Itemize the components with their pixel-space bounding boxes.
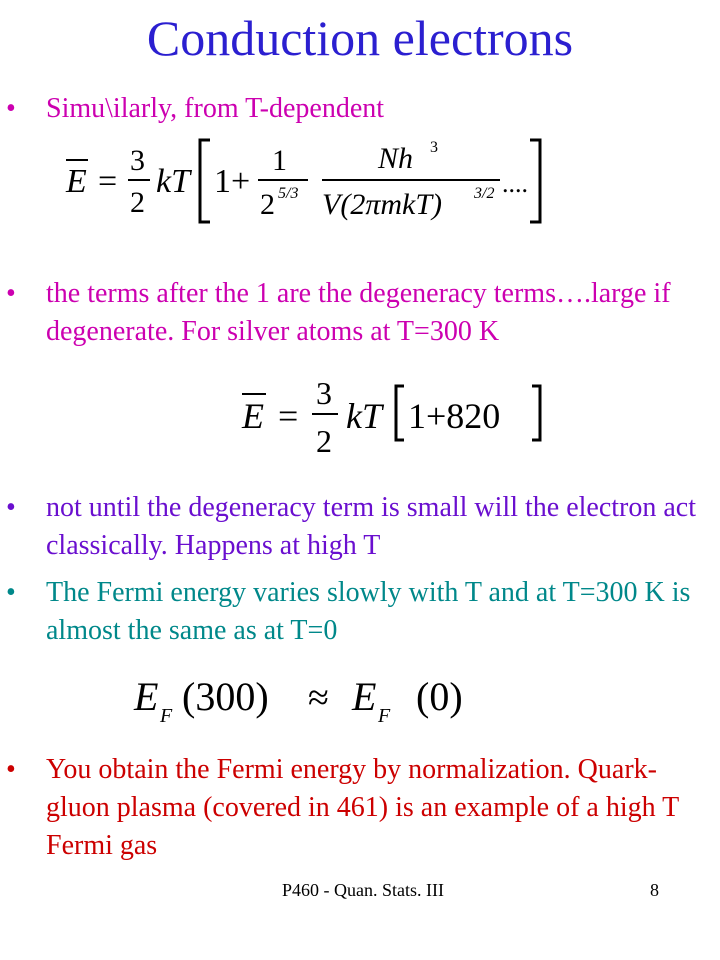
bullet-3-text: not until the degeneracy term is small will the electron act classically. Happens at high T xyxy=(46,492,697,561)
eq3-lhs1: E xyxy=(134,674,159,719)
eq1-main-den: V(2πmkT) xyxy=(322,188,442,221)
bullet-marker: • xyxy=(6,278,16,309)
eq1-equals: = xyxy=(98,163,118,200)
bullet-marker: • xyxy=(6,577,16,608)
eq1-coef-den: 2 xyxy=(260,188,275,221)
bullet-5 xyxy=(6,751,696,865)
slide-title: Conduction electrons xyxy=(146,10,574,66)
bullet-3 xyxy=(6,489,696,565)
bullet-2-text: the terms after the 1 are the degeneracy terms….large if degenerate. For silver atoms at T=300 K xyxy=(46,278,671,347)
bullet-1 xyxy=(6,90,696,128)
page-number: 8 xyxy=(650,880,659,900)
footer-label: P460 - Quan. Stats. III xyxy=(282,880,444,900)
eq2-inside: 1+820 xyxy=(408,396,501,436)
equation-fermi-approx xyxy=(130,662,500,739)
bullet-marker: • xyxy=(6,93,16,124)
bullet-1-text: Simu\ilarly, from T-dependent xyxy=(46,93,385,124)
bullet-4-text: The Fermi energy varies slowly with T and at T=300 K is almost the same as at T=0 xyxy=(46,577,691,646)
eq1-main-num: Nh xyxy=(378,142,414,175)
eq2-lhs: E xyxy=(242,396,264,436)
eq1-main-den-exp: 3/2 xyxy=(474,185,495,202)
eq3-approx: ≈ xyxy=(308,677,329,719)
eq1-frac-den: 2 xyxy=(130,186,145,219)
eq3-sub1: F xyxy=(160,705,173,727)
bullet-2 xyxy=(6,275,696,351)
eq1-kt: kT xyxy=(156,163,190,200)
bullet-marker: • xyxy=(6,492,16,523)
eq3-arg1: (300) xyxy=(182,674,269,719)
eq1-coef-den-exp: 5/3 xyxy=(278,185,299,202)
bullet-5-text: You obtain the Fermi energy by normalization. Quark-gluon plasma (covered in 461) is an example of a high T Fermi gas xyxy=(46,754,679,861)
eq3-arg2: (0) xyxy=(416,674,463,719)
eq2-frac-num: 3 xyxy=(316,375,332,411)
eq1-dots: .... xyxy=(502,169,528,198)
equation-energy-series xyxy=(60,130,560,235)
bullet-4 xyxy=(6,574,696,650)
eq3-lhs2: E xyxy=(352,674,377,719)
equation-silver-energy xyxy=(236,368,556,473)
eq1-coef-num: 1 xyxy=(272,144,287,177)
eq2-equals: = xyxy=(278,396,299,436)
eq1-one-plus: 1+ xyxy=(214,163,251,200)
eq2-frac-den: 2 xyxy=(316,423,332,459)
eq1-lhs: E xyxy=(66,163,87,200)
eq1-main-num-exp: 3 xyxy=(430,139,438,156)
bullet-marker: • xyxy=(6,754,16,785)
eq2-kt: kT xyxy=(346,396,382,436)
eq1-frac-num: 3 xyxy=(130,144,145,177)
eq3-sub2: F xyxy=(378,705,391,727)
